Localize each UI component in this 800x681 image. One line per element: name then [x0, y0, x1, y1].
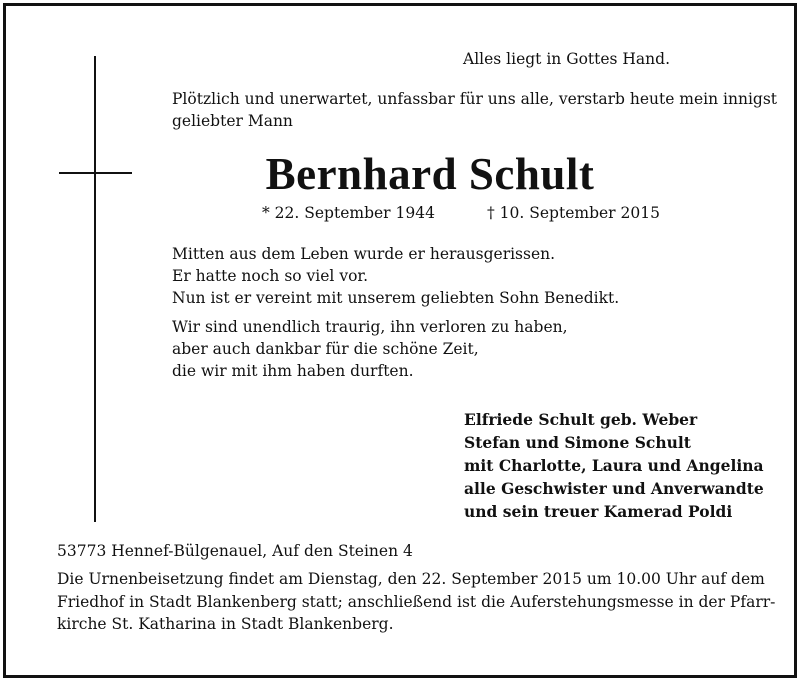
intro-line: geliebter Mann: [172, 112, 293, 130]
burial-line: Friedhof in Stadt Blankenberg statt; anschließend ist die Auferstehungsmesse in der Pfarr-: [57, 592, 776, 611]
burial-line: kirche St. Katharina in Stadt Blankenberg.: [57, 615, 394, 633]
burial-line: Die Urnenbeisetzung findet am Dienstag, den 22. September 2015 um 10.00 Uhr auf dem: [57, 570, 765, 588]
mourner: alle Geschwister und Anverwandte: [464, 479, 764, 498]
paragraph-line: Nun ist er vereint mit unserem geliebten Sohn Benedikt.: [172, 289, 620, 307]
paragraph-life: [172, 243, 619, 309]
paragraph-line: aber auch dankbar für die schöne Zeit,: [172, 340, 479, 358]
mourner: mit Charlotte, Laura und Angelina: [464, 456, 764, 475]
paragraph-line: die wir mit ihm haben durften.: [172, 362, 414, 380]
paragraph-line: Wir sind unendlich traurig, ihn verloren zu haben,: [172, 318, 568, 336]
paragraph-line: Er hatte noch so viel vor.: [172, 267, 369, 285]
mourner: und sein treuer Kamerad Poldi: [464, 502, 733, 521]
mourner: Elfriede Schult geb. Weber: [464, 410, 698, 429]
cross-vertical-bar: [94, 56, 96, 522]
deceased-name: Bernhard Schult: [265, 149, 595, 199]
motto: Alles liegt in Gottes Hand.: [463, 50, 671, 68]
intro-text: [172, 88, 777, 132]
family-address: 53773 Hennef-Bülgenauel, Auf den Steinen 4: [57, 542, 413, 560]
paragraph-grief: [172, 316, 568, 382]
mourners-list: [464, 408, 764, 523]
death-date: † 10. September 2015: [487, 204, 660, 222]
mourner: Stefan und Simone Schult: [464, 433, 691, 452]
paragraph-line: Mitten aus dem Leben wurde er herausgerissen.: [172, 245, 556, 263]
burial-notice: [57, 568, 776, 636]
intro-line: Plötzlich und unerwartet, unfassbar für uns alle, verstarb heute mein innigst: [172, 90, 778, 108]
birth-date: * 22. September 1944: [262, 204, 435, 222]
